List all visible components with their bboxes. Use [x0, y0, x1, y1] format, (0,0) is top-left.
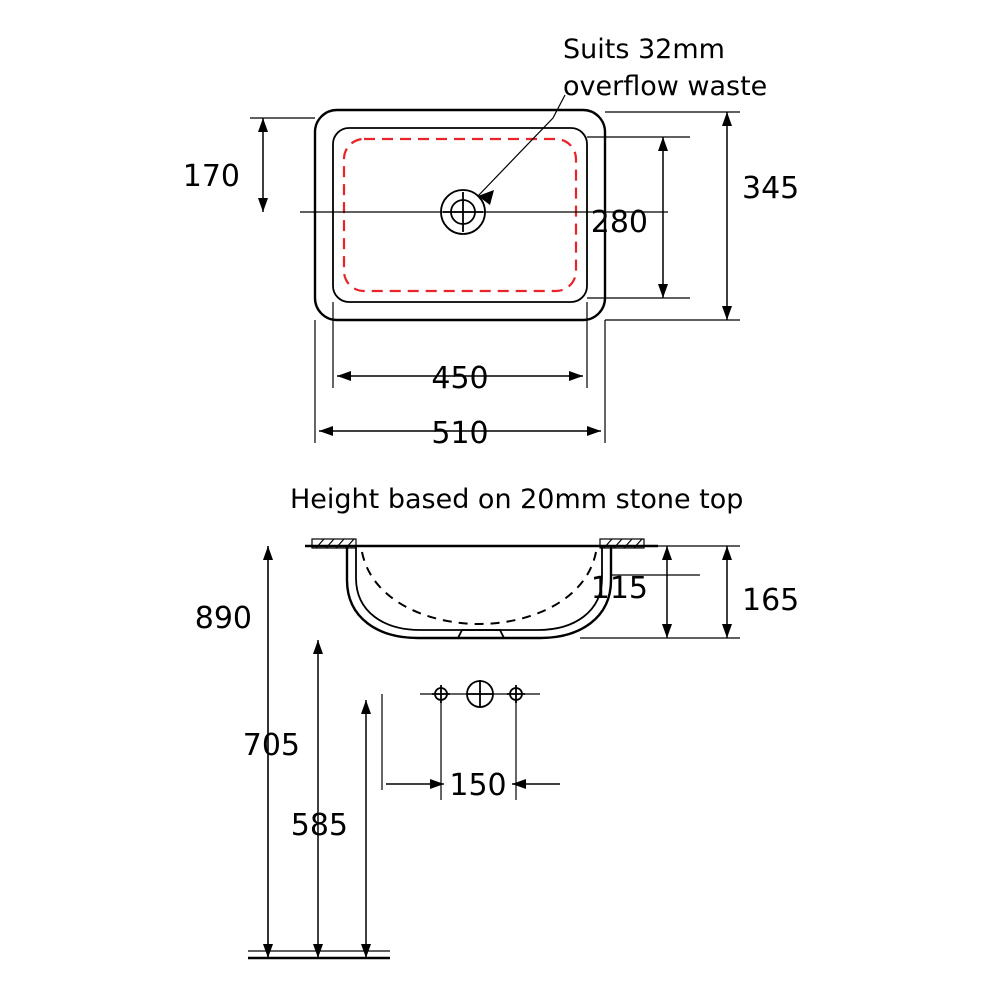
overflow-note-line2: overflow waste	[563, 71, 768, 102]
dim-280-label: 280	[590, 205, 648, 240]
overflow-leader-arrow	[478, 190, 494, 205]
dim-150-label: 150	[449, 768, 507, 803]
dim-280	[591, 137, 668, 298]
dim-585-label: 585	[290, 808, 348, 843]
dim-165	[722, 546, 799, 638]
basin-bowl-inner	[356, 546, 602, 630]
dim-115	[591, 546, 672, 638]
dim-170	[183, 118, 268, 212]
basin-bowl-hidden-edge	[362, 552, 596, 624]
dim-115-label: 115	[590, 571, 648, 606]
dim-510-label: 510	[431, 416, 489, 451]
stone-top-note: Height based on 20mm stone top	[290, 484, 744, 515]
basin-outer-rim	[315, 110, 605, 320]
basin-inner-rim	[333, 128, 587, 302]
dim-705-label: 705	[242, 728, 300, 763]
dim-890-label: 890	[194, 601, 252, 636]
overflow-note-line1: Suits 32mm	[563, 34, 725, 65]
dim-150	[386, 768, 560, 803]
elevation-view	[195, 484, 800, 958]
dim-450-label: 450	[431, 361, 489, 396]
cutout-template-line	[344, 139, 576, 291]
dim-170-label: 170	[182, 159, 240, 194]
dim-510	[319, 416, 601, 451]
dim-585	[291, 700, 371, 958]
dim-165-label: 165	[742, 583, 800, 618]
plan-view	[183, 34, 800, 451]
dim-345	[722, 112, 799, 320]
dim-345-label: 345	[742, 171, 800, 206]
dim-450	[337, 361, 583, 396]
dim-705	[243, 640, 323, 958]
